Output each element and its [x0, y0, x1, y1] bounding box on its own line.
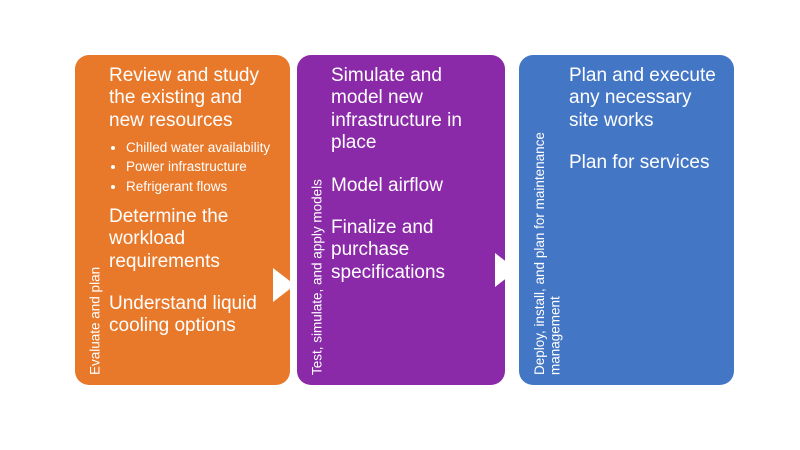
- stage2-heading-2: Model airflow: [331, 174, 443, 196]
- arrow-right-icon: [273, 268, 295, 302]
- stage1-heading-3: Understand liquid cooling options: [109, 293, 257, 337]
- stage-panel-evaluate-and-plan: [75, 55, 290, 385]
- arrow-right-icon: [495, 253, 517, 287]
- list-item: • Refrigerant flows: [126, 179, 280, 195]
- stage-content-evaluate-and-plan: [103, 55, 290, 385]
- stage-content-deploy-install-maintain: [563, 55, 734, 385]
- stage1-heading-1: Review and study the existing and new resources: [109, 65, 259, 131]
- stage2-heading-1: Simulate and model new infrastructure in place: [331, 65, 462, 154]
- list-item: • Chilled water availability: [126, 140, 280, 156]
- stage3-heading-2: Plan for services: [569, 152, 710, 174]
- stage3-heading-1: Plan and execute any necessary site works: [569, 65, 716, 131]
- stage1-heading-2: Determine the workload requirements: [109, 205, 229, 272]
- list-item: • Power infrastructure: [126, 159, 280, 175]
- stage-panel-deploy-install-maintain: [519, 55, 734, 385]
- stage-side-label-deploy-install-maintain: Deploy, install, and plan for maintenance management: [531, 132, 563, 375]
- stage-side-label-evaluate-and-plan: Evaluate and plan: [87, 266, 103, 375]
- stage-panel-test-simulate-apply-models: [297, 55, 505, 385]
- stage-side-label-test-simulate-apply-models: Test, simulate, and apply models: [309, 179, 325, 375]
- stage2-heading-3: Finalize and purchase specifications: [331, 217, 446, 283]
- stage-content-test-simulate-apply-models: [325, 55, 505, 385]
- stage1-bullet-list: [109, 140, 280, 198]
